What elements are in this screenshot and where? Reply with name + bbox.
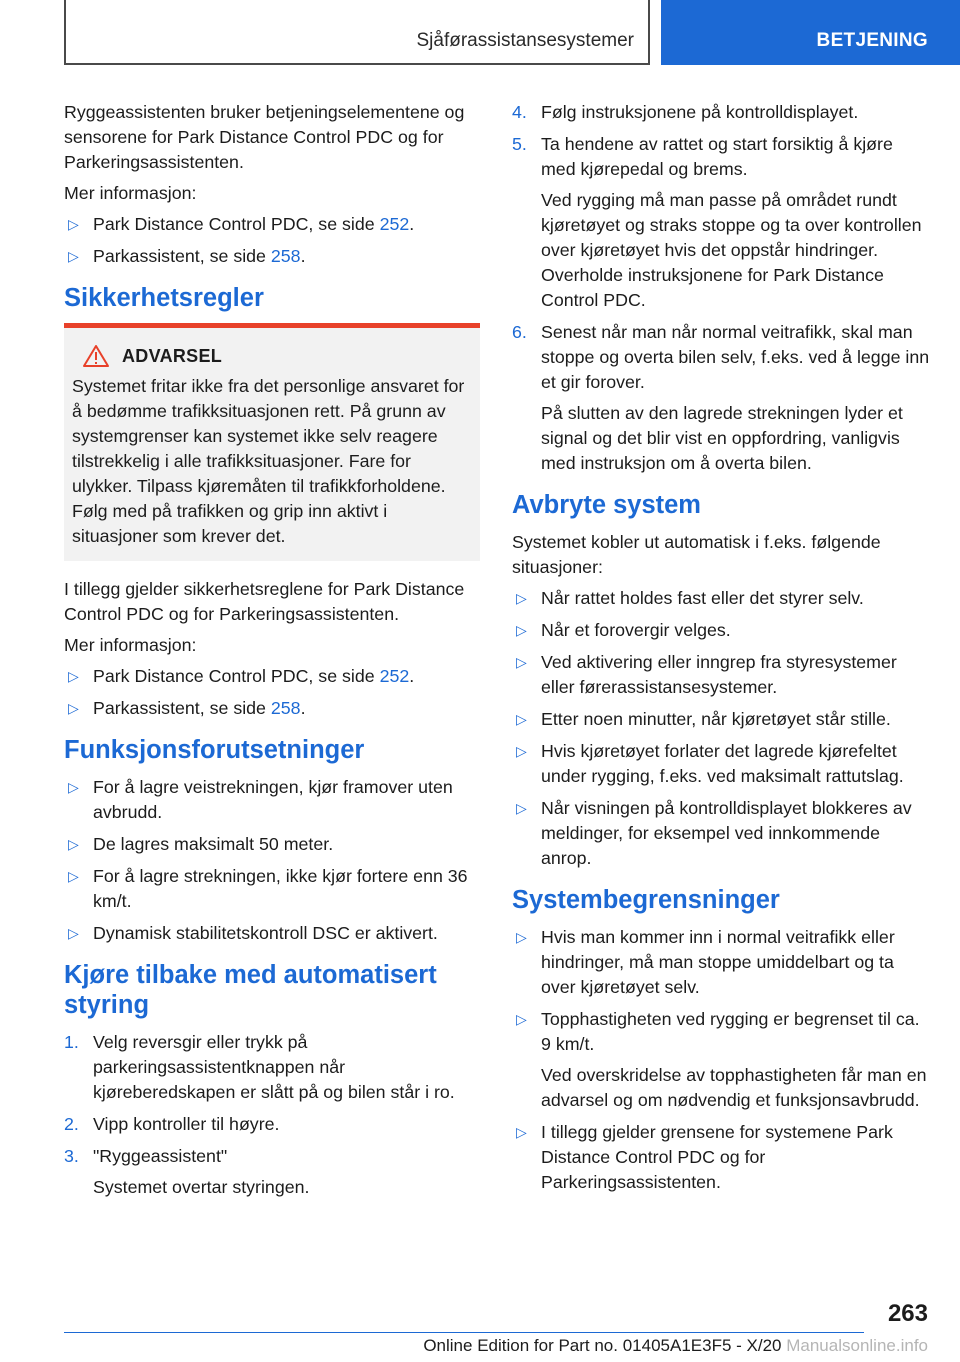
list-item: ▷ Hvis man kommer inn i normal veitrafikk eller hindringer, må man stoppe umiddelbart og ta over kjøretøyet selv. [516, 927, 895, 997]
page-link[interactable]: 258 [270, 246, 301, 266]
cancel-list [512, 586, 932, 871]
list-item: ▷ Parkassistent, se side 258. [64, 696, 480, 721]
list-item: 5. Ta hendene av rattet og start forsiktig å kjøre med kjørepedal og brems. Ved rygging må man passe på området rundt kjøretøyet og straks stoppe og ta over kontrollen over kjøretøyet hvis det oppstår hindringer. Overholde instruksjonene for Park Distance Control PDC. [512, 134, 922, 310]
triangle-bullet-icon: ▷ [68, 779, 79, 795]
header-chapter-title: BETJENING [816, 30, 928, 51]
warning-title: ADVARSEL [122, 345, 223, 366]
list-item: ▷ For å lagre veistrekningen, kjør framover uten avbrudd. [68, 777, 453, 822]
list-item: ▷ Etter noen minutter, når kjøretøyet står stille. [512, 707, 932, 732]
triangle-bullet-icon: ▷ [68, 668, 79, 684]
triangle-bullet-icon: ▷ [516, 929, 527, 945]
step-number: 3. [64, 1146, 79, 1166]
step-number: 1. [64, 1032, 79, 1052]
triangle-bullet-icon: ▷ [516, 800, 527, 816]
list-item: 1. Velg reversgir eller trykk på parkeringsassistentknappen når kjøreberedskapen er slått på og bilen står i ro. [64, 1032, 455, 1102]
footer-edition: Online Edition for Part no. 01405A1E3F5 - X/20 Manualsonline.info [423, 1336, 928, 1355]
reference-list [64, 212, 480, 269]
list-item: 2. Vipp kontroller til høyre. [64, 1112, 480, 1137]
warning-box [64, 323, 480, 561]
triangle-bullet-icon: ▷ [516, 1124, 527, 1140]
header-chapter-tab [661, 0, 960, 65]
list-item: ▷ Når et forovergir velges. [512, 618, 932, 643]
list-item: ▷ Topphastigheten ved rygging er begrenset til ca. 9 km/t. Ved overskridelse av topphastigheten får man en advarsel og om nødvendig et funksjonsavbrudd. [516, 1009, 927, 1110]
step-number: 2. [64, 1114, 79, 1134]
list-item: ▷ Park Distance Control PDC, se side 252. [64, 664, 480, 689]
triangle-bullet-icon: ▷ [516, 590, 527, 606]
warning-text: Systemet fritar ikke fra det personlige ansvaret for å bedømme trafikksituasjonen rett. På grunn av systemgrenser kan systemet ikke selv reagere tilstrekkelig i alle trafikksituasjoner. Fare for ulykker. Tilpass kjøremåten til trafikkforholdene. Følg med på trafikken og grip inn aktivt i situasjoner som krever det. [72, 376, 465, 546]
footer-divider [64, 1332, 864, 1333]
list-item: ▷ Hvis kjøretøyet forlater det lagrede kjørefeltet under rygging, f.eks. ved maksimalt rattutslag. [516, 741, 904, 786]
list-item: ▷ Når visningen på kontrolldisplayet blokkeres av meldinger, for eksempel ved innkommende anrop. [516, 798, 912, 868]
heading-prerequisites: Funksjonsforutsetninger [64, 736, 365, 764]
triangle-bullet-icon: ▷ [516, 711, 527, 727]
triangle-bullet-icon: ▷ [68, 216, 79, 232]
list-item: 3. "Ryggeassistent" Systemet overtar styringen. [64, 1146, 310, 1197]
page-link[interactable]: 252 [379, 666, 410, 686]
prerequisite-list [64, 775, 480, 946]
triangle-bullet-icon: ▷ [516, 654, 527, 670]
page-number: 263 [887, 1300, 928, 1327]
header-section-title: Sjåførassistansesystemer [416, 30, 634, 51]
list-item: 4. Følg instruksjonene på kontrolldisplayet. [512, 100, 932, 125]
list-item: ▷ Ved aktivering eller inngrep fra styresystemer eller førerassistansesystemer. [516, 652, 897, 697]
step-number: 5. [512, 134, 527, 154]
heading-system-limits: Systembegrensninger [512, 886, 780, 914]
list-item: 6. Senest når man når normal veitrafikk, skal man stoppe og overta bilen selv, f.eks. ved å legge inn et gir forover. På slutten av den lagrede strekningen lyder et signal og det blir vist en oppfordring, vanligvis med instruksjon om å overta bilen. [512, 322, 930, 473]
list-item: ▷ Park Distance Control PDC, se side 252. [64, 212, 480, 237]
watermark-text: Manualsonline.info [786, 1336, 928, 1355]
left-column [64, 100, 480, 1207]
list-item: ▷ Når rattet holdes fast eller det styrer selv. [512, 586, 932, 611]
triangle-bullet-icon: ▷ [68, 700, 79, 716]
step-number: 4. [512, 102, 527, 122]
list-item: ▷ De lagres maksimalt 50 meter. [64, 832, 480, 857]
step-list [512, 100, 932, 476]
triangle-bullet-icon: ▷ [68, 925, 79, 941]
list-item: ▷ Dynamisk stabilitetskontroll DSC er aktivert. [64, 921, 480, 946]
triangle-bullet-icon: ▷ [68, 248, 79, 264]
heading-safety: Sikkerhetsregler [64, 284, 264, 312]
right-column [512, 100, 932, 1202]
triangle-bullet-icon: ▷ [516, 1011, 527, 1027]
triangle-bullet-icon: ▷ [68, 836, 79, 852]
warning-triangle-icon [82, 344, 110, 368]
heading-cancel-system: Avbryte system [512, 491, 701, 519]
cancel-intro: Systemet kobler ut automatisk i f.eks. følgende situasjoner: [512, 532, 881, 577]
intro-paragraph: Ryggeassistenten bruker betjeningselementene og sensorene for Park Distance Control PDC og for Parkeringsassistenten. [64, 102, 465, 172]
triangle-bullet-icon: ▷ [68, 868, 79, 884]
step-number: 6. [512, 322, 527, 342]
page-link[interactable]: 258 [270, 698, 301, 718]
heading-automated-steering: Kjøre tilbake med automatisert styring [64, 961, 437, 1019]
triangle-bullet-icon: ▷ [516, 622, 527, 638]
list-item: ▷ Parkassistent, se side 258. [64, 244, 480, 269]
limits-list [512, 925, 932, 1195]
triangle-bullet-icon: ▷ [516, 743, 527, 759]
header-section-tab [64, 0, 650, 65]
page-link[interactable]: 252 [379, 214, 410, 234]
safety-paragraph: I tillegg gjelder sikkerhetsreglene for Park Distance Control PDC og for Parkeringsassistenten. [64, 579, 465, 624]
list-item: ▷ For å lagre strekningen, ikke kjør fortere enn 36 km/t. [68, 866, 468, 911]
more-info-label: Mer informasjon: [64, 635, 197, 655]
list-item: ▷ I tillegg gjelder grensene for systemene Park Distance Control PDC og for Parkeringsassistenten. [516, 1122, 893, 1192]
more-info-label: Mer informasjon: [64, 183, 197, 203]
reference-list [64, 664, 480, 721]
step-list [64, 1030, 480, 1200]
